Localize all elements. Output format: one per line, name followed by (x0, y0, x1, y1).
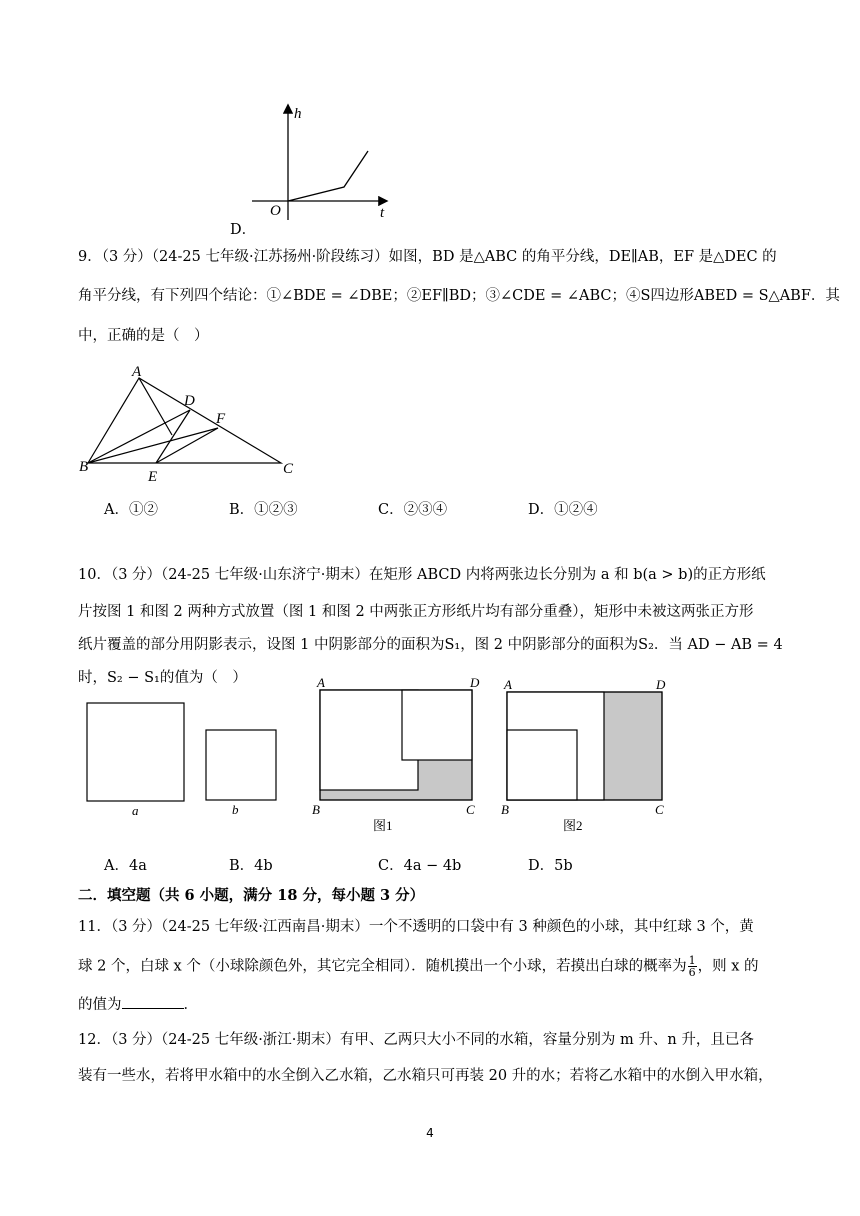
q10-figures (80, 672, 680, 842)
fig1-label-a: A (317, 675, 325, 690)
q10-option-d: D．5b (528, 858, 573, 874)
q9-option-d: D．①②④ (528, 502, 598, 518)
figure-1 (312, 675, 480, 833)
label-c: C (283, 461, 294, 477)
fig2-label-c: C (655, 802, 664, 817)
q9-line3: 中，正确的是（ ） (78, 328, 209, 344)
q11-line2-post: ，则 x 的 (697, 958, 759, 975)
fig1-label-d: D (470, 675, 480, 690)
label-f: F (216, 411, 226, 427)
q10-line2: 片按图 1 和图 2 两种方式放置（图 1 和图 2 中两张正方形纸片均有部分重叠），矩形中未被这两张正方形 (78, 604, 754, 620)
q10-line1: 10．（3 分）（24-25 七年级·山东济宁·期末）在矩形 ABCD 内将两张边长分别为 a 和 b(a > b)的正方形纸 (78, 567, 766, 583)
q10-option-b: B．4b (229, 858, 273, 874)
probability-fraction (688, 955, 697, 978)
q12-line2: 装有一些水，若将甲水箱中的水全倒入乙水箱，乙水箱只可再装 20 升的水；若将乙水箱中的水倒入甲水箱， (78, 1068, 773, 1084)
option-d-label: D． (230, 222, 257, 238)
q11-line3-post: ． (183, 997, 198, 1013)
q11-line3 (78, 995, 198, 1015)
fig2-label-a: A (504, 677, 512, 692)
origin-label: O (270, 203, 281, 219)
q11-line3-pre: 的值为 (78, 997, 122, 1013)
graph-line (288, 151, 368, 201)
fig2-caption: 图2 (563, 818, 583, 833)
q9-line2: 角平分线，有下列四个结论：①∠BDE = ∠DBE；②EF∥BD；③∠CDE = ∠ABC；④S四边形ABED = S△ABF．其 (78, 288, 840, 304)
q11-line2 (78, 955, 759, 978)
fig2-label-d: D (656, 677, 666, 692)
q10-line4: 时，S₂ − S₁的值为（ ） (78, 670, 247, 686)
label-e: E (148, 469, 158, 485)
fig2-label-b: B (501, 802, 509, 817)
label-b: B (79, 459, 89, 475)
q11-line1: 11．（3 分）（24-25 七年级·江西南昌·期末）一个不透明的口袋中有 3 种颜色的小球，其中红球 3 个，黄 (78, 919, 754, 935)
option-d-graph (240, 98, 400, 226)
q10-line3: 纸片覆盖的部分用阴影表示，设图 1 中阴影部分的面积为S₁，图 2 中阴影部分的面积为S₂．当 AD − AB = 4 (78, 637, 783, 653)
ef-segment (156, 428, 218, 463)
bf-segment (88, 428, 218, 463)
figure-2 (501, 677, 666, 833)
square-a-label: a (132, 803, 139, 818)
fraction-numerator: 1 (688, 954, 696, 967)
axis-x-label: t (380, 205, 385, 221)
axis-y-label: h (294, 106, 302, 122)
q9-option-b: B．①②③ (229, 502, 298, 518)
q10-option-a: A．4a (104, 858, 147, 874)
q9-line1: 9．（3 分）（24-25 七年级·江苏扬州·阶段练习）如图，BD 是△ABC 的角平分线，DE∥AB，EF 是△DEC 的 (78, 249, 777, 265)
q9-option-c: C．②③④ (378, 502, 448, 518)
q11-line2-pre: 球 2 个，白球 x 个（小球除颜色外，其它完全相同）．随机摸出一个小球，若摸出白球的概率为 (78, 958, 687, 975)
section2-heading: 二．填空题（共 6 小题，满分 18 分，每小题 3 分） (78, 887, 425, 904)
answer-blank[interactable] (122, 995, 184, 1009)
square-b-label: b (232, 802, 239, 817)
square-a (87, 703, 184, 801)
fig1-caption: 图1 (373, 818, 393, 833)
label-d: D (184, 393, 195, 409)
q10-option-c: C．4a − 4b (378, 858, 462, 874)
q12-line1: 12．（3 分）（24-25 七年级·浙江·期末）有甲、乙两只大小不同的水箱，容量分别为 m 升、n 升，且已各 (78, 1032, 754, 1048)
square-b (206, 730, 276, 800)
q9-option-a: A．①② (104, 502, 158, 518)
q9-triangle-figure (76, 360, 306, 485)
label-a: A (132, 364, 142, 380)
fig1-label-b: B (312, 802, 320, 817)
fraction-denominator: 6 (688, 966, 696, 979)
af-segment (139, 378, 172, 435)
page-number: 4 (426, 1126, 434, 1140)
fig1-label-c: C (466, 802, 475, 817)
